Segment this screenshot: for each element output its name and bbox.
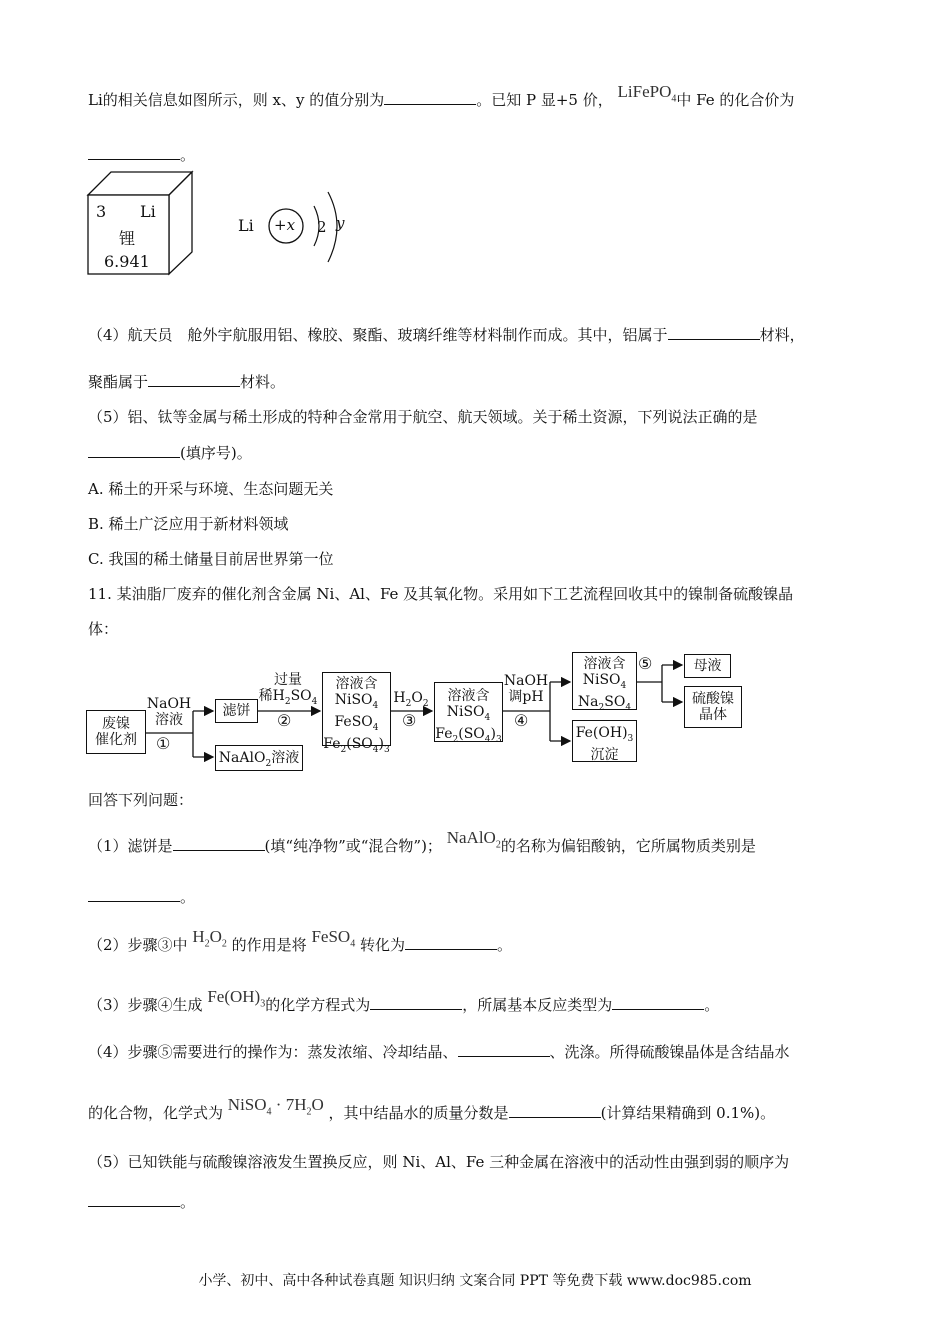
answer-blank[interactable] [173,836,265,851]
q11-part2-line: （2）步骤③中 $H_2O_2$ 的作用是将 FeSO$_4$ 转化为 。 [88,927,513,954]
q10-part5-line2: (填序号)。 [88,443,252,463]
flow-step2-num: ② [277,711,292,730]
option-c: C. 我国的稀土储量目前居世界第一位 [88,550,334,568]
q11-part4-line1: （4）步骤⑤需要进行的操作为：蒸发浓缩、冷却结晶、 、洗涤。所得硫酸镍晶体是含结晶水 [88,1043,790,1061]
q11-answer-intro: 回答下列问题： [88,791,194,809]
li-shell2-count: y [336,214,345,232]
answer-blank[interactable] [668,325,760,340]
li-name: 锂 [119,229,136,248]
q11-part4-line2: 的化合物，化学式为 NiSO$_4$ · $7H_2O$ ，其中结晶水的质量分数是 (计算结果精确到 0.1%)。 [88,1095,776,1122]
flow-crystal-box: 硫酸镍 晶体 [684,686,742,728]
q11-part1-line1: （1）滤饼是 (填“纯净物”或“混合物”)； NaAlO$_2$的名称为偏铝酸钠，它所属物质类别是 [88,828,756,855]
answer-blank[interactable] [384,90,476,105]
q11-stem-line2: 体： [88,620,119,638]
flow-solution1-box: 溶液含 NiSO$_4$ FeSO$_4$ $Fe_2(SO_4)_3$ [322,672,391,746]
answer-blank[interactable] [405,935,497,950]
flow-naalo2-box: NaAlO$_2$溶液 [215,745,303,771]
flow-step2-reagent: 过量 稀$H_2SO_4$ [258,672,318,707]
q10-part3-line: Li的相关信息如图所示，则 x、y 的值分别为 。已知 P 显+5 价， LiFePO$_4$中 Fe 的化合价为 [88,82,795,109]
q10-part3-line2: 。 [88,145,195,165]
option-a: A. 稀土的开采与环境、生态问题无关 [88,480,334,498]
q11-stem-line1: 11. 某油脂厂废弃的催化剂含金属 Ni、Al、Fe 及其氧化物。采用如下工艺流程回收其中的镍制备硫酸镍晶 [88,585,794,603]
q10-part4-line1: （4）航天员 舱外宇航服用铝、橡胶、聚酯、玻璃纤维等材料制作而成。其中，铝属于 材料， [88,326,805,344]
answer-blank[interactable] [612,995,704,1010]
answer-blank[interactable] [370,995,462,1010]
q11-part1-line2: 。 [88,887,195,907]
flow-solution2-box: 溶液含 NiSO$_4$ $Fe_2(SO_4)_3$ [434,682,503,742]
flow-precipitate-box: $Fe(OH)_3$ 沉淀 [572,720,637,762]
answer-blank[interactable] [509,1103,601,1118]
flow-mother-liquor-box: 母液 [684,654,731,678]
formula-feoh3: $Fe(OH)_3$ [207,987,266,1010]
li-atomic-number: 3 [96,202,107,221]
formula-lifepo4: LiFePO$_4$ [617,82,677,105]
answer-blank[interactable] [88,887,180,902]
li-atomic-mass: 6.941 [104,252,150,271]
flow-step4-reagent: NaOH 调pH [503,673,549,705]
formula-naalo2: NaAlO$_2$ [446,828,501,851]
q10-part4-line2: 聚酯属于 材料。 [88,373,286,391]
flow-step3-reagent: $H_2O_2$ [393,690,429,709]
flow-solution3-box: 溶液含 NiSO$_4$ $Na_2SO_4$ [572,652,637,710]
q11-part3-line: （3）步骤④生成 $Fe(OH)_3$的化学方程式为 ，所属基本反应类型为 。 [88,987,720,1014]
answer-blank[interactable] [88,145,180,160]
flow-step4-num: ④ [514,711,529,730]
formula-h2o2: $H_2O_2$ [192,927,227,950]
flow-step3-num: ③ [402,711,417,730]
page-footer: 小学、初中、高中各种试卷真题 知识归纳 文案合同 PPT 等免费下载 www.doc985.com [198,1273,752,1289]
flow-filter-cake-box: 滤饼 [215,699,258,723]
li-symbol: Li [140,202,156,221]
q11-part5-line1: （5）已知铁能与硫酸镍溶液发生置换反应，则 Ni、Al、Fe 三种金属在溶液中的活动性由强到弱的顺序为 [88,1153,790,1171]
answer-blank[interactable] [88,443,180,458]
flow-step5-num: ⑤ [638,654,653,673]
flow-start-box: 废镍 催化剂 [86,710,146,754]
flow-step1-num: ① [156,734,171,753]
li-nucleus-charge: +x [274,216,296,234]
formula-feso4: FeSO$_4$ [311,927,356,950]
li-shell1-count: 2 [317,218,327,236]
formula-niso4-7h2o: NiSO$_4$ · $7H_2O$ [227,1095,324,1118]
q11-part5-line2: 。 [88,1192,195,1212]
answer-blank[interactable] [458,1042,550,1057]
flow-step1-reagent: NaOH 溶液 [146,696,192,728]
answer-blank[interactable] [148,372,240,387]
answer-blank[interactable] [88,1192,180,1207]
li-atom-symbol: Li [238,216,254,235]
option-b: B. 稀土广泛应用于新材料领域 [88,515,289,533]
q10-part5-line1: （5）铝、钛等金属与稀土形成的特种合金常用于航空、航天领域。关于稀土资源，下列说法正确的是 [88,408,758,426]
